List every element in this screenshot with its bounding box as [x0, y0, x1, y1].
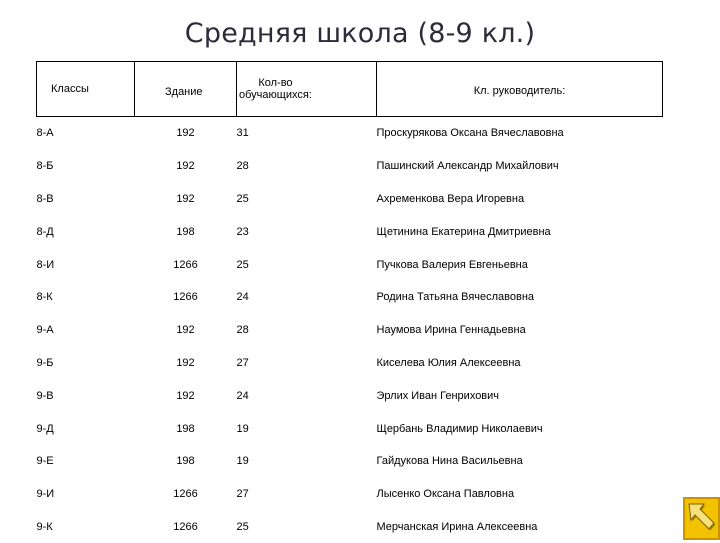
class-cell: 9-А: [36, 324, 54, 337]
class-cell: 8-Д: [36, 225, 54, 238]
building-cell: 192: [176, 192, 195, 205]
building-cell: 198: [176, 422, 195, 435]
building-cell: 192: [176, 356, 195, 369]
table-row: [37, 379, 663, 412]
table-row: [37, 281, 663, 314]
class-cell: 8-А: [36, 127, 54, 140]
teacher-cell: Эрлих Иван Генрихович: [376, 389, 500, 402]
arrow-up-left-icon: [685, 499, 718, 538]
class-cell: 9-В: [36, 389, 54, 402]
page-title: Средняя школа (8-9 кл.): [184, 18, 536, 49]
building-cell: 1266: [173, 520, 198, 533]
class-cell: 9-К: [36, 520, 53, 533]
student-count-cell: 19: [236, 455, 249, 468]
header-class: Классы: [37, 62, 135, 117]
teacher-cell: Лысенко Оксана Павловна: [376, 488, 515, 501]
table-row: [37, 347, 663, 380]
student-count-cell: 25: [236, 192, 249, 205]
student-count-cell: 23: [236, 225, 249, 238]
table-row: [37, 248, 663, 281]
building-cell: 1266: [173, 488, 198, 501]
class-cell: 8-И: [36, 258, 55, 271]
class-cell: 8-Б: [36, 160, 54, 173]
teacher-cell: Щетинина Екатерина Дмитриевна: [376, 225, 551, 238]
class-cell: 9-Д: [36, 422, 54, 435]
class-cell: 9-Е: [36, 455, 54, 468]
class-cell: 9-Б: [36, 356, 54, 369]
teacher-cell: Гайдукова Нина Васильевна: [376, 455, 523, 468]
table-row: [37, 150, 663, 183]
building-cell: 198: [176, 455, 195, 468]
table-row: [37, 215, 663, 248]
header-teacher: Кл. руководитель:: [377, 62, 663, 117]
teacher-cell: Пашинский Александр Михайлович: [376, 160, 559, 173]
student-count-cell: 25: [236, 258, 249, 271]
building-cell: 1266: [173, 258, 198, 271]
table-row: [37, 412, 663, 445]
header-count: [237, 62, 377, 117]
building-cell: 192: [176, 160, 195, 173]
return-nav-button[interactable]: [683, 497, 720, 540]
teacher-cell: Проскурякова Оксана Вячеславовна: [376, 127, 564, 140]
student-count-cell: 27: [236, 488, 249, 501]
table-row: [37, 478, 663, 511]
class-table: [36, 61, 663, 543]
student-count-cell: 28: [236, 160, 249, 173]
header-building: Здание: [135, 62, 237, 117]
table-row: [37, 117, 663, 150]
teacher-cell: Щербань Владимир Николаевич: [376, 422, 543, 435]
table-row: [37, 314, 663, 347]
teacher-cell: Родина Татьяна Вячеславовна: [376, 291, 535, 304]
teacher-cell: Пучкова Валерия Евгеньевна: [376, 258, 528, 271]
teacher-cell: Ахременкова Вера Игоревна: [376, 192, 525, 205]
table-row: [37, 183, 663, 216]
table-row: [37, 511, 663, 543]
student-count-cell: 27: [236, 356, 249, 369]
class-cell: 8-К: [36, 291, 53, 304]
class-cell: 9-И: [36, 488, 55, 501]
student-count-cell: 19: [236, 422, 249, 435]
table-header-row: [37, 62, 663, 117]
building-cell: 1266: [173, 291, 198, 304]
building-cell: 192: [176, 127, 195, 140]
header-count-line2: обучающихся:: [239, 89, 312, 101]
building-cell: 198: [176, 225, 195, 238]
student-count-cell: 31: [236, 127, 249, 140]
student-count-cell: 24: [236, 291, 249, 304]
student-count-cell: 25: [236, 520, 249, 533]
table-row: [37, 445, 663, 478]
student-count-cell: 28: [236, 324, 249, 337]
building-cell: 192: [176, 389, 195, 402]
teacher-cell: Киселева Юлия Алексеевна: [376, 356, 521, 369]
class-cell: 8-В: [36, 192, 54, 205]
header-count-line1: Кол-во: [258, 77, 293, 89]
student-count-cell: 24: [236, 389, 249, 402]
teacher-cell: Наумова Ирина Геннадьевна: [376, 324, 526, 337]
teacher-cell: Мерчанская Ирина Алексеевна: [376, 520, 538, 533]
building-cell: 192: [176, 324, 195, 337]
